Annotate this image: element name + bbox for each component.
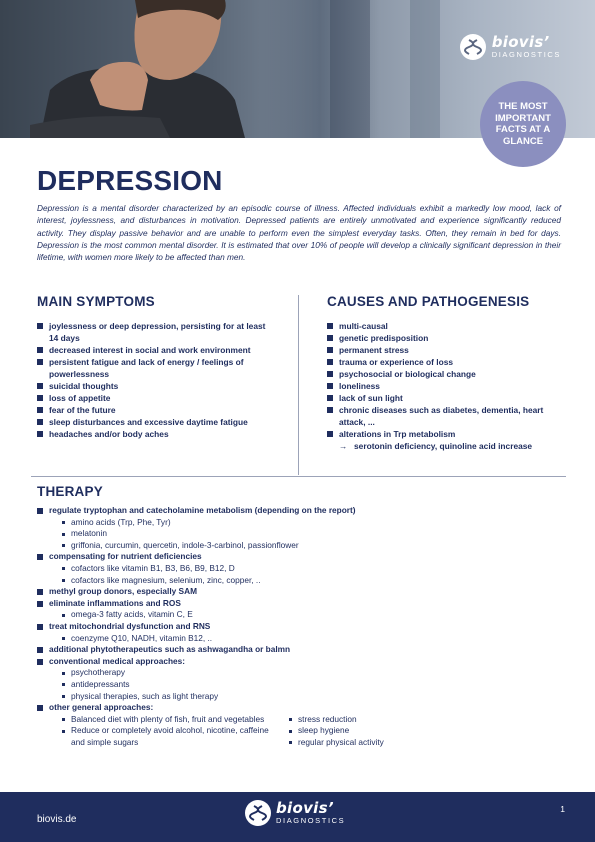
symptoms-list	[37, 320, 269, 440]
list-item: headaches and/or body aches	[37, 428, 269, 440]
sub-list-item: omega-3 fatty acids, vitamin C, E	[62, 609, 567, 621]
therapy-sub-list	[49, 517, 567, 552]
page-title: DEPRESSION	[37, 165, 223, 196]
therapy-item	[37, 598, 567, 621]
footer-site-link[interactable]: biovis.de	[37, 814, 77, 825]
therapy-item	[37, 586, 567, 598]
sub-list-item: melatonin	[62, 528, 567, 540]
therapy-sub-list	[49, 633, 567, 645]
biovis-logo-icon	[460, 34, 486, 60]
list-item: suicidal thoughts	[37, 380, 269, 392]
therapy-sub-list	[49, 667, 567, 702]
therapy-item	[37, 644, 567, 656]
therapy-item	[37, 505, 567, 551]
list-item: lack of sun light	[327, 392, 567, 404]
list-item: sleep disturbances and excessive daytime fatigue	[37, 416, 269, 428]
footer-logo	[245, 800, 345, 826]
page-number: 1	[560, 804, 565, 814]
sub-list-item: Reduce or completely avoid alcohol, nicotine, caffeine and simple sugars	[62, 725, 276, 748]
facts-badge: THE MOST IMPORTANT FACTS AT A GLANCE	[480, 81, 566, 167]
sub-list-item: sleep hygiene	[289, 725, 384, 737]
therapy-item	[37, 656, 567, 702]
header-logo	[460, 34, 561, 60]
sub-list-item: regular physical activity	[289, 737, 384, 749]
sub-list-item: amino acids (Trp, Phe, Tyr)	[62, 517, 567, 529]
therapy-item-label: methyl group donors, especially SAM	[49, 586, 197, 597]
therapy-list	[37, 505, 567, 748]
list-item: loneliness	[327, 380, 567, 392]
therapy-item-label: eliminate inflammations and ROS	[49, 597, 181, 608]
intro-paragraph: Depression is a mental disorder characterized by an episodic course of illness. Affected individuals exhibit a markedly low mood, lack of interest, joylessness, and disturbances in motivation. Depressed patients are entirely unmotivated and experience significantly reduced activity. They display passive behavior and are unable to perform even the simplest everyday tasks. Often, they remain in bed for days. Depression is the most common mental disorder. It is estimated that over 10% of people will develop a clinically significant depression in their lifetime, with women more likely to be affected than men.	[37, 203, 561, 263]
list-item: psychosocial or biological change	[327, 368, 567, 380]
sub-list-item: psychotherapy	[62, 667, 567, 679]
list-item	[327, 440, 567, 452]
symptoms-heading: MAIN SYMPTOMS	[37, 294, 155, 309]
footer	[0, 792, 595, 842]
therapy-item-label: treat mitochondrial dysfunction and RNS	[49, 620, 211, 631]
person-illustration	[30, 0, 260, 138]
therapy-item-label: other general approaches:	[49, 702, 154, 713]
therapy-sub-list	[276, 714, 384, 749]
sub-list-item: coenzyme Q10, NADH, vitamin B12, ..	[62, 633, 567, 645]
sub-list-item: Balanced diet with plenty of fish, fruit and vegetables	[62, 714, 276, 726]
therapy-item-label: additional phytotherapeutics such as ashwagandha or balmn	[49, 644, 291, 655]
footer-logo-name: biovis’	[276, 799, 334, 818]
section-divider	[31, 476, 566, 477]
list-item: multi-causal	[327, 320, 567, 332]
biovis-logo-icon	[245, 800, 271, 826]
list-item: genetic predisposition	[327, 332, 567, 344]
sub-list-item: griffonia, curcumin, quercetin, indole-3-carbinol, passionflower	[62, 540, 567, 552]
sub-list-item: cofactors like magnesium, selenium, zinc, copper, ..	[62, 575, 567, 587]
therapy-item	[37, 551, 567, 586]
therapy-sub-list	[49, 563, 567, 586]
therapy-item	[37, 621, 567, 644]
sub-list-item: cofactors like vitamin B1, B3, B6, B9, B12, D	[62, 563, 567, 575]
therapy-heading: THERAPY	[37, 484, 103, 499]
list-item: persistent fatigue and lack of energy / feelings of powerlessness	[37, 356, 269, 380]
therapy-sub-list	[49, 714, 276, 749]
list-item: loss of appetite	[37, 392, 269, 404]
causes-list	[327, 320, 567, 452]
logo-subtitle: DIAGNOSTICS	[491, 50, 561, 60]
logo-name: biovis’	[491, 33, 550, 52]
footer-logo-subtitle: DIAGNOSTICS	[276, 816, 346, 826]
therapy-item-label: regulate tryptophan and catecholamine metabolism (depending on the report)	[49, 505, 356, 515]
right-arrow-icon: →	[339, 441, 348, 451]
therapy-item	[37, 702, 567, 748]
sub-list-item: stress reduction	[289, 714, 384, 726]
list-item: joylessness or deep depression, persisting for at least 14 days	[37, 320, 269, 344]
list-item: permanent stress	[327, 344, 567, 356]
therapy-item-label: conventional medical approaches:	[49, 655, 186, 666]
list-item: trauma or experience of loss	[327, 356, 567, 368]
arrow-item-text: serotonin deficiency, quinoline acid increase	[354, 441, 533, 451]
therapy-sub-list	[49, 609, 567, 621]
list-item: alterations in Trp metabolism	[327, 428, 567, 440]
list-item: fear of the future	[37, 404, 269, 416]
column-divider	[298, 295, 299, 475]
sub-list-item: physical therapies, such as light therapy	[62, 691, 567, 703]
sub-list-item: antidepressants	[62, 679, 567, 691]
list-item: chronic diseases such as diabetes, dementia, heart attack, ...	[327, 404, 567, 428]
causes-heading: CAUSES AND PATHOGENESIS	[327, 294, 530, 309]
list-item: decreased interest in social and work environment	[37, 344, 269, 356]
therapy-item-label: compensating for nutrient deficiencies	[49, 551, 202, 562]
